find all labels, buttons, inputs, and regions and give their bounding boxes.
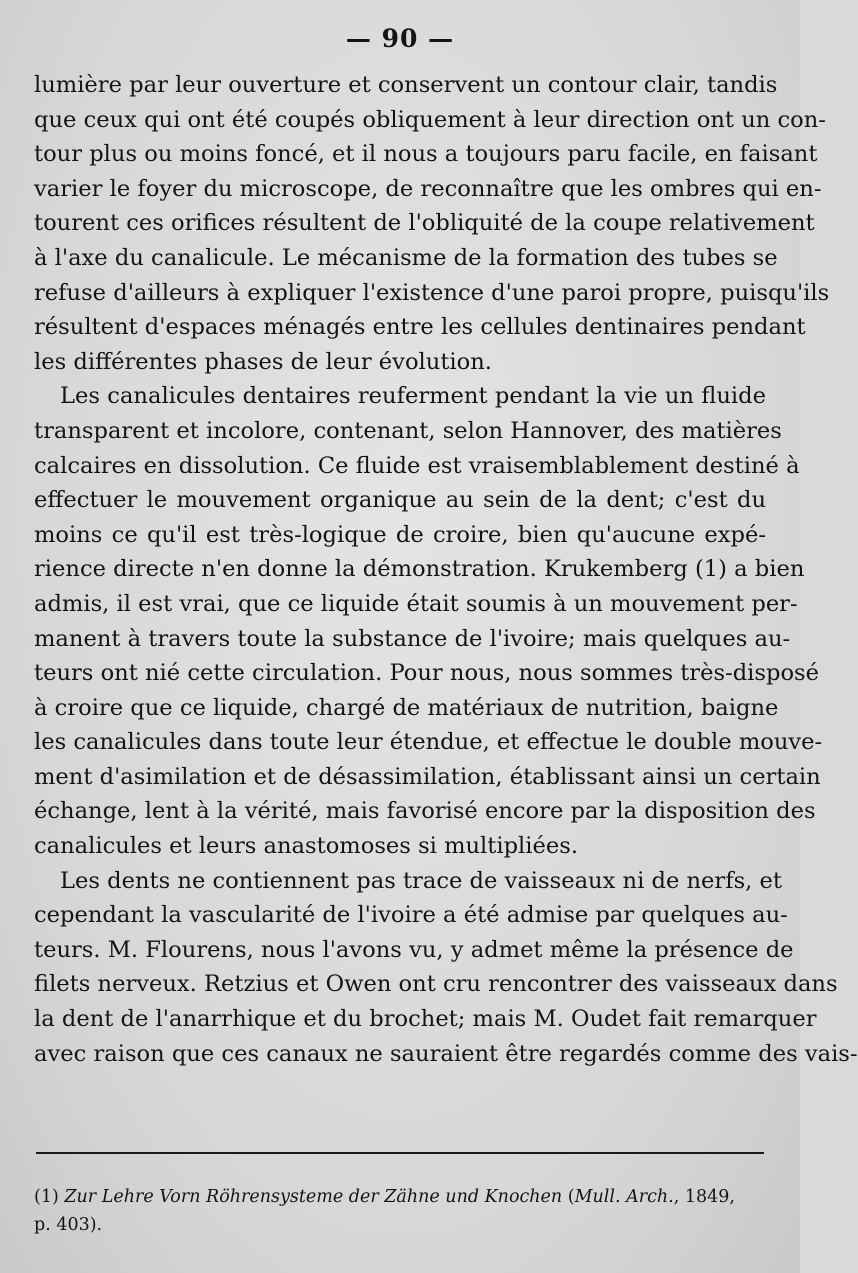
text-line: que ceux qui ont été coupés obliquement à leur direction ont un con-	[34, 106, 826, 133]
text-line: Les dents ne contiennent pas trace de vaisseaux ni de nerfs, et	[60, 867, 782, 894]
text-line: échange, lent à la vérité, mais favorisé encore par la disposition des	[34, 798, 816, 825]
body-text	[34, 68, 858, 1071]
text-line: lumière par leur ouverture et conservent un contour clair, tandis	[34, 72, 778, 98]
footnote-year: , 1849,	[673, 1187, 735, 1207]
text-line: rience directe n'en donne la démonstration. Krukemberg (1) a bien	[34, 556, 805, 583]
footnote	[34, 1183, 778, 1239]
text-line: les différentes phases de leur évolution.	[34, 348, 492, 375]
text-line: la dent de l'anarrhique et du brochet; mais M. Oudet fait remarquer	[34, 1006, 817, 1033]
text-line: tour plus ou moins foncé, et il nous a toujours paru facile, en faisant	[34, 141, 818, 168]
footnote-marker: (1)	[34, 1187, 59, 1207]
text-line: à croire que ce liquide, chargé de matériaux de nutrition, baigne	[34, 694, 779, 721]
footnote-rule	[36, 1152, 764, 1154]
footnote-page: p. 403).	[34, 1215, 103, 1235]
text-line: refuse d'ailleurs à expliquer l'existence d'une paroi propre, puisqu'ils	[34, 279, 830, 306]
text-line: effectuer le mouvement organique au sein de la dent; c'est du	[34, 487, 766, 514]
text-line: admis, il est vrai, que ce liquide était soumis à un mouvement per-	[34, 590, 798, 617]
text-line: teurs ont nié cette circulation. Pour nous, nous sommes très-disposé	[34, 660, 820, 687]
text-line: moins ce qu'il est très-logique de croire, bien qu'aucune expé-	[34, 521, 766, 548]
text-line: tourent ces orifices résultent de l'obliquité de la coupe relativement	[34, 210, 815, 237]
text-line: canalicules et leurs anastomoses si multipliées.	[34, 833, 579, 860]
footnote-title: Zur Lehre Vorn Röhrensysteme der Zähne und Knochen	[64, 1187, 563, 1207]
paragraph	[34, 68, 830, 379]
text-line: les canalicules dans toute leur étendue, et effectue le double mouve-	[34, 729, 823, 756]
text-line: teurs. M. Flourens, nous l'avons vu, y admet même la présence de	[34, 936, 794, 963]
text-line: résultent d'espaces ménagés entre les cellules dentinaires pendant	[34, 314, 806, 341]
footnote-line	[34, 1183, 778, 1211]
paragraph	[34, 379, 823, 863]
text-line: à l'axe du canalicule. Le mécanisme de la formation des tubes se	[34, 244, 778, 271]
paragraph	[34, 864, 858, 1072]
text-line: avec raison que ces canaux ne sauraient être regardés comme des vais-	[34, 1040, 858, 1067]
text-line: Les canalicules dentaires reuferment pendant la vie un fluide	[60, 383, 766, 410]
footnote-line	[34, 1211, 778, 1239]
text-line: calcaires en dissolution. Ce fluide est vraisemblablement destiné à	[34, 452, 800, 479]
text-line: cependant la vascularité de l'ivoire a été admise par quelques au-	[34, 902, 788, 929]
text-line: manent à travers toute la substance de l'ivoire; mais quelques au-	[34, 625, 791, 652]
text-line: filets nerveux. Retzius et Owen ont cru rencontrer des vaisseaux dans	[34, 971, 838, 998]
text-line: ment d'asimilation et de désassimilation, établissant ainsi un certain	[34, 763, 821, 790]
footnote-source: Mull. Arch.	[574, 1187, 674, 1207]
page-number: — 90 —	[345, 24, 455, 53]
text-line: transparent et incolore, contenant, selon Hannover, des matières	[34, 417, 782, 444]
text-line: varier le foyer du microscope, de reconnaître que les ombres qui en-	[34, 175, 822, 202]
footnote-source-open: (	[567, 1187, 575, 1207]
